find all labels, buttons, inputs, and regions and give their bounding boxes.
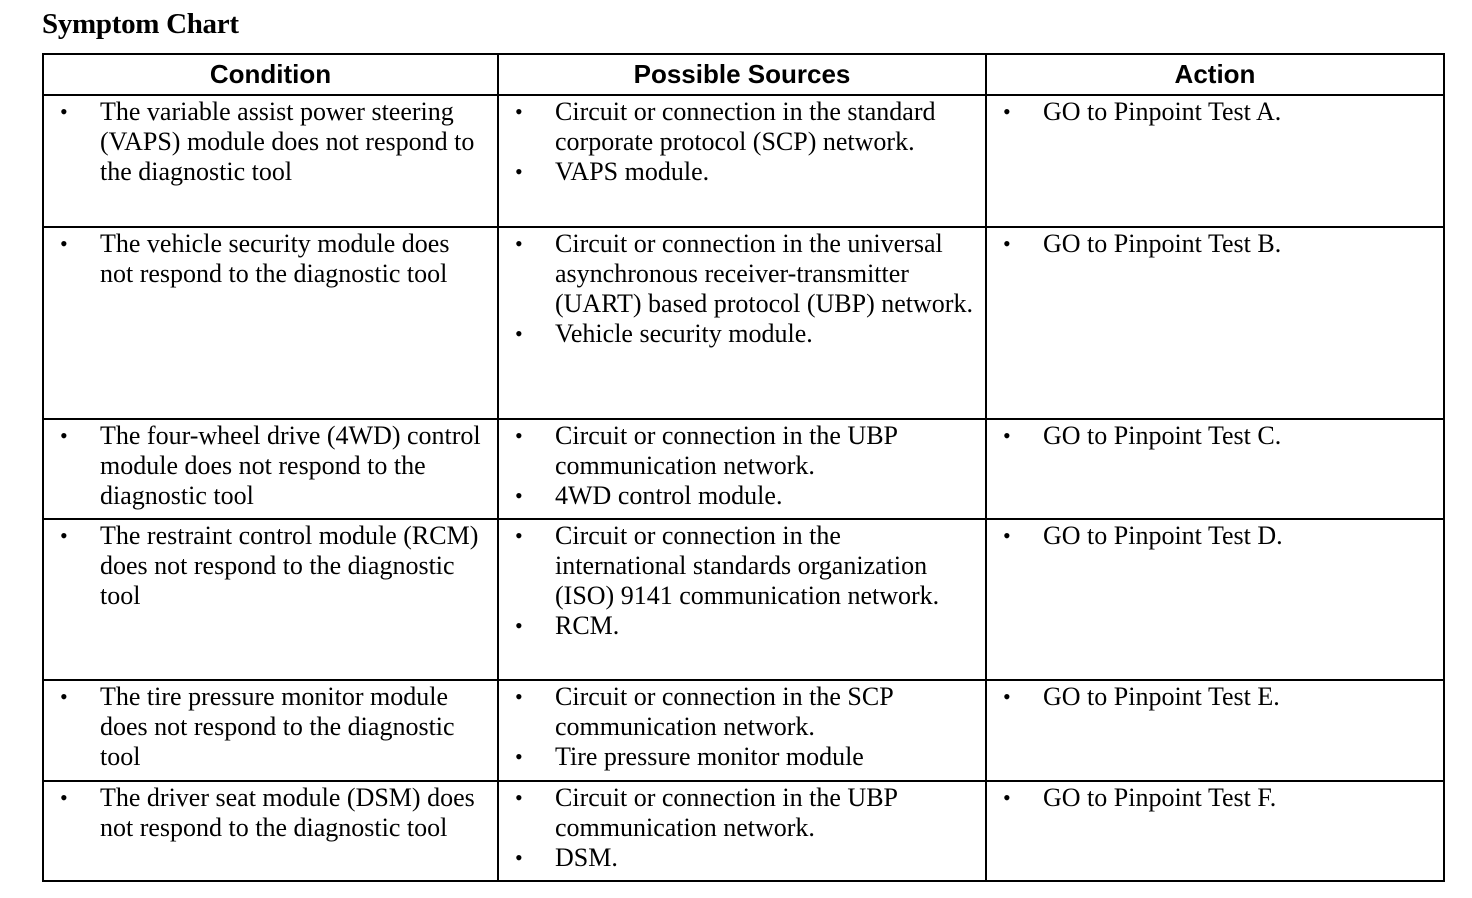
bullet-icon: • [1003, 785, 1011, 810]
source-item [511, 682, 977, 742]
source-text: Circuit or connection in the UBP communication network. [555, 783, 898, 842]
table-row [43, 419, 1444, 519]
source-item [511, 421, 977, 481]
condition-cell [43, 781, 498, 881]
source-text: Circuit or connection in the standard corporate protocol (SCP) network. [555, 97, 936, 156]
condition-header: Condition [43, 54, 498, 95]
action-cell [986, 519, 1444, 680]
bullet-icon: • [1003, 684, 1011, 709]
sources-cell [498, 95, 986, 227]
bullet-icon: • [515, 684, 523, 709]
condition-item [56, 521, 489, 611]
action-text: GO to Pinpoint Test D. [1043, 521, 1283, 550]
action-text: GO to Pinpoint Test A. [1043, 97, 1282, 126]
source-text: 4WD control module. [555, 481, 783, 510]
condition-cell [43, 95, 498, 227]
action-cell [986, 95, 1444, 227]
condition-cell [43, 519, 498, 680]
condition-cell [43, 419, 498, 519]
condition-item [56, 783, 489, 843]
action-item [999, 682, 1435, 712]
condition-text: The vehicle security module does not respond to the diagnostic tool [100, 229, 450, 288]
source-text: Circuit or connection in the SCP communication network. [555, 682, 893, 741]
page-title: Symptom Chart [42, 8, 239, 40]
action-item [999, 783, 1435, 813]
bullet-icon: • [515, 523, 523, 548]
bullet-icon: • [60, 785, 68, 810]
bullet-icon: • [515, 423, 523, 448]
bullet-icon: • [1003, 523, 1011, 548]
header-row [43, 54, 1444, 95]
source-item [511, 783, 977, 843]
bullet-icon: • [60, 684, 68, 709]
table-row [43, 680, 1444, 781]
source-item [511, 157, 977, 187]
source-item [511, 521, 977, 611]
possible-sources-header: Possible Sources [498, 54, 986, 95]
condition-item [56, 229, 489, 289]
action-item [999, 421, 1435, 451]
source-text: Circuit or connection in the UBP communication network. [555, 421, 898, 480]
bullet-icon: • [60, 523, 68, 548]
sources-cell [498, 781, 986, 881]
source-text: Tire pressure monitor module [555, 742, 864, 771]
bullet-icon: • [515, 483, 523, 508]
action-text: GO to Pinpoint Test F. [1043, 783, 1277, 812]
source-item [511, 481, 977, 511]
condition-item [56, 421, 489, 511]
source-text: Circuit or connection in the universal asynchronous receiver-transmitter (UART) based protocol (UBP) network. [555, 229, 973, 318]
action-text: GO to Pinpoint Test B. [1043, 229, 1282, 258]
action-item [999, 521, 1435, 551]
source-text: VAPS module. [555, 157, 710, 186]
action-text: GO to Pinpoint Test E. [1043, 682, 1280, 711]
sources-cell [498, 419, 986, 519]
table-row [43, 227, 1444, 419]
source-item [511, 843, 977, 873]
bullet-icon: • [515, 845, 523, 870]
source-item [511, 611, 977, 641]
source-item [511, 742, 977, 772]
bullet-icon: • [60, 423, 68, 448]
bullet-icon: • [515, 99, 523, 124]
sources-cell [498, 227, 986, 419]
condition-item [56, 682, 489, 772]
action-item [999, 97, 1435, 127]
table-row [43, 95, 1444, 227]
action-cell [986, 680, 1444, 781]
source-text: DSM. [555, 843, 618, 872]
sources-cell [498, 519, 986, 680]
condition-text: The driver seat module (DSM) does not respond to the diagnostic tool [100, 783, 475, 842]
source-text: Circuit or connection in the international standards organization (ISO) 9141 communication network. [555, 521, 940, 610]
source-text: RCM. [555, 611, 620, 640]
condition-text: The variable assist power steering (VAPS) module does not respond to the diagnostic tool [100, 97, 475, 186]
condition-text: The restraint control module (RCM) does not respond to the diagnostic tool [100, 521, 479, 610]
source-item [511, 97, 977, 157]
source-item [511, 319, 977, 349]
action-cell [986, 419, 1444, 519]
bullet-icon: • [515, 613, 523, 638]
action-header: Action [986, 54, 1444, 95]
bullet-icon: • [60, 99, 68, 124]
bullet-icon: • [60, 231, 68, 256]
action-text: GO to Pinpoint Test C. [1043, 421, 1282, 450]
bullet-icon: • [1003, 423, 1011, 448]
sources-cell [498, 680, 986, 781]
bullet-icon: • [515, 321, 523, 346]
bullet-icon: • [515, 231, 523, 256]
action-cell [986, 227, 1444, 419]
condition-cell [43, 227, 498, 419]
action-cell [986, 781, 1444, 881]
source-text: Vehicle security module. [555, 319, 813, 348]
action-item [999, 229, 1435, 259]
table-row [43, 781, 1444, 881]
bullet-icon: • [515, 159, 523, 184]
condition-text: The four-wheel drive (4WD) control module does not respond to the diagnostic tool [100, 421, 481, 510]
table-row [43, 519, 1444, 680]
symptom-table [42, 53, 1445, 882]
condition-cell [43, 680, 498, 781]
bullet-icon: • [515, 744, 523, 769]
source-item [511, 229, 977, 319]
condition-item [56, 97, 489, 187]
bullet-icon: • [1003, 231, 1011, 256]
condition-text: The tire pressure monitor module does not respond to the diagnostic tool [100, 682, 455, 771]
bullet-icon: • [515, 785, 523, 810]
bullet-icon: • [1003, 99, 1011, 124]
